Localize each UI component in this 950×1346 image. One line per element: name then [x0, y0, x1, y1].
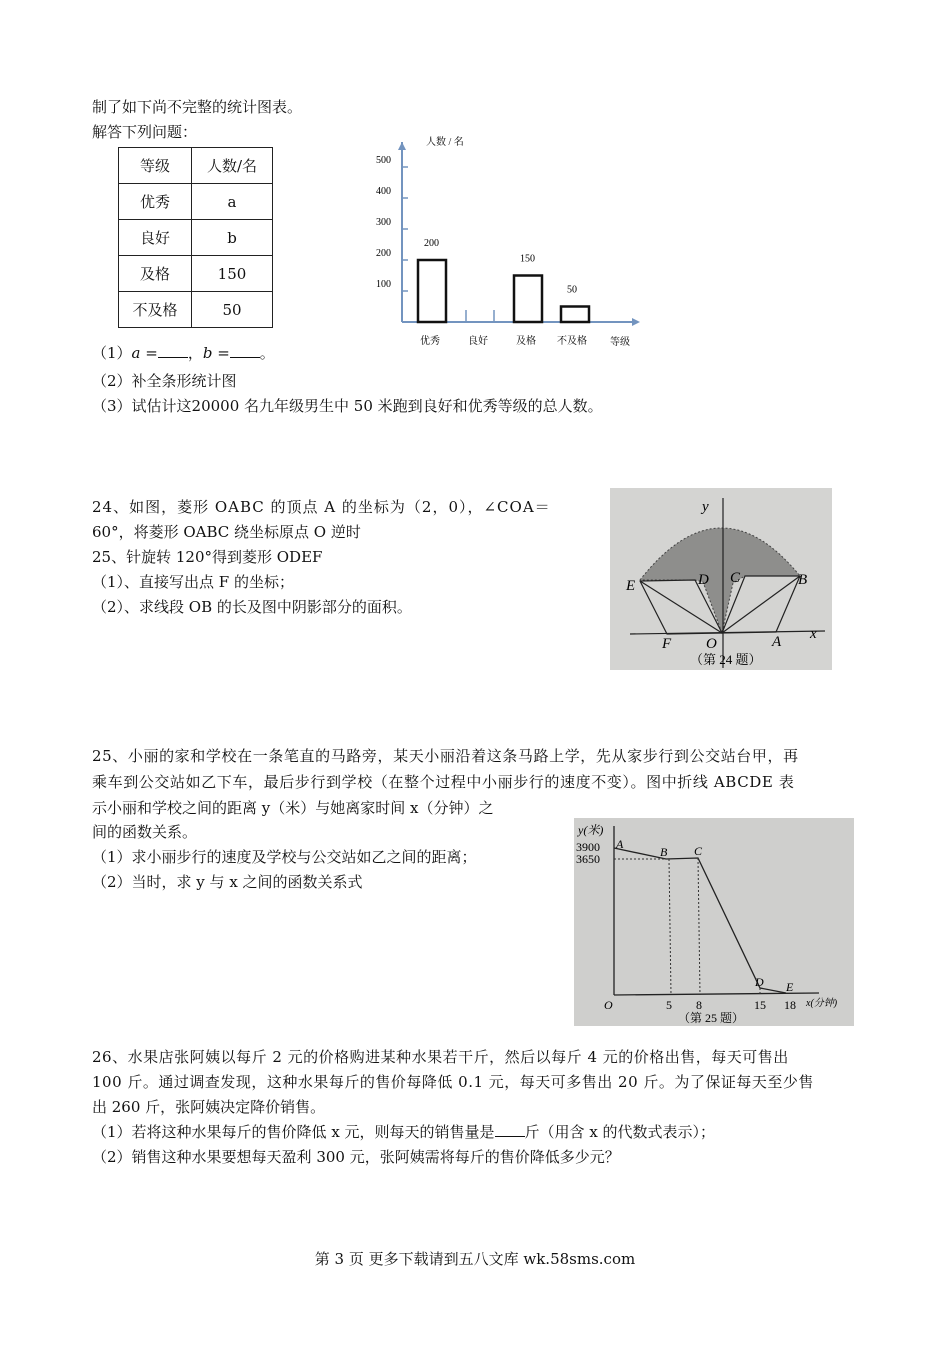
table-cell: 不及格 — [119, 292, 192, 328]
y-tick: 3900 — [576, 840, 600, 854]
q23-part1 — [92, 343, 275, 363]
table-row — [119, 292, 273, 328]
q23-part3: （3）试估计这20000 名九年级男生中 50 米跑到良好和优秀等级的总人数。 — [92, 397, 603, 415]
label: b = — [202, 344, 230, 362]
rhombus-figure — [610, 488, 832, 670]
x-axis-label: 等级 — [610, 337, 630, 348]
point-label: E — [786, 980, 794, 994]
point-label: O — [706, 636, 717, 652]
x-tick-label: 优秀 — [420, 336, 440, 347]
q24-line: （1）、直接写出点 F 的坐标； — [92, 573, 294, 591]
answer-blank — [158, 343, 188, 358]
label: ， — [187, 344, 203, 362]
point-label: B — [660, 845, 668, 859]
label: 。 — [259, 344, 275, 362]
q26-line: 26、水果店张阿姨以每斤 2 元的价格购进某种水果若干斤，然后以每斤 4 元的价格出售，每天可售出 — [92, 1048, 789, 1066]
table-header: 人数/名 — [192, 148, 273, 184]
q25-line: （2）当时，求 y 与 x 之间的函数关系式 — [92, 873, 363, 891]
data-label: 50 — [567, 284, 577, 296]
table-row — [119, 256, 273, 292]
point-label: A — [772, 634, 782, 650]
intro-line: 制了如下尚不完整的统计图表。 — [92, 98, 303, 116]
x-tick-label: 不及格 — [557, 336, 587, 347]
axis-label: x — [810, 626, 817, 642]
y-tick-label: 100 — [376, 279, 391, 290]
axis-label: y — [702, 499, 709, 515]
table-cell: 优秀 — [119, 184, 192, 220]
y-tick-label: 500 — [376, 155, 391, 166]
point-label: B — [798, 572, 808, 588]
label: 斤（用含 x 的代数式表示）； — [524, 1123, 716, 1141]
q23-part2: （2）补全条形统计图 — [92, 372, 237, 390]
point-label: C — [694, 844, 703, 858]
table-row — [119, 184, 273, 220]
q26-line: （2）销售这种水果要想每天盈利 300 元，张阿姨需将每斤的售价降低多少元？ — [92, 1148, 620, 1166]
table-cell: a — [192, 184, 273, 220]
table-cell: 及格 — [119, 256, 192, 292]
axis-label: x(分钟) — [806, 998, 838, 1009]
q25-line: 25、小丽的家和学校在一条笔直的马路旁，某天小丽沿着这条马路上学，先从家步行到公交站台甲，再 — [92, 747, 799, 765]
table-row — [119, 220, 273, 256]
point-label: D — [698, 572, 709, 588]
distance-time-graph — [574, 818, 854, 1026]
point-label: A — [616, 837, 624, 851]
x-tick: 5 — [666, 998, 672, 1012]
y-tick: 3650 — [576, 852, 600, 866]
label: （1） — [92, 344, 132, 362]
answer-blank — [230, 343, 260, 358]
x-axis-arrow — [632, 318, 640, 326]
point-label: D — [755, 975, 764, 989]
bar — [561, 307, 589, 323]
label: （1）若将这种水果每斤的售价降低 x 元，则每天的销售量是 — [92, 1123, 495, 1141]
table-header-row — [119, 148, 273, 184]
page-footer: 第 3 页 更多下载请到五八文库 wk.58sms.com — [314, 1250, 636, 1268]
y-tick-label: 400 — [376, 186, 391, 197]
point-label: E — [626, 578, 636, 594]
q25-line: 乘车到公交站如乙下车，最后步行到学校（在整个过程中小丽步行的速度不变）。图中折线 ABCDE 表 — [92, 773, 795, 791]
bar-chart — [370, 130, 650, 355]
x-tick-label: 及格 — [516, 336, 536, 347]
q25-line: 示小丽和学校之间的距离 y（米）与她离家时间 x（分钟）之 — [92, 799, 494, 817]
figure-caption: （第 24 题） — [690, 652, 762, 667]
y-tick-label: 300 — [376, 217, 391, 228]
table-cell: 150 — [192, 256, 273, 292]
label: a = — [131, 344, 158, 362]
x-tick: 15 — [754, 998, 766, 1012]
table-header: 等级 — [119, 148, 192, 184]
q26-line — [92, 1122, 715, 1142]
figure-caption: （第 25 题） — [678, 1011, 745, 1025]
axis-label: y(米) — [578, 823, 604, 837]
data-label: 200 — [424, 238, 439, 249]
q26-line: 出 260 斤，张阿姨决定降价销售。 — [92, 1098, 326, 1116]
intro-line: 解答下列问题： — [92, 123, 198, 141]
y-axis-arrow — [398, 142, 406, 150]
q24-line: （2）、求线段 OB 的长及图中阴影部分的面积。 — [92, 598, 412, 616]
table-cell: b — [192, 220, 273, 256]
q26-line: 100 斤。通过调查发现，这种水果每斤的售价每降低 0.1 元，每天可多售出 20 斤。为了保证每天至少售 — [92, 1073, 814, 1091]
bar — [514, 276, 542, 323]
y-axis-label: 人数 / 名 — [426, 137, 464, 148]
table-cell: 50 — [192, 292, 273, 328]
answer-blank — [495, 1122, 525, 1137]
table-cell: 良好 — [119, 220, 192, 256]
q25-line: （1）求小丽步行的速度及学校与公交站如乙之间的距离； — [92, 848, 477, 866]
origin-label: O — [604, 998, 613, 1012]
x-tick: 8 — [696, 998, 702, 1012]
point-label: F — [662, 636, 672, 652]
grade-table — [118, 147, 273, 328]
y-tick-label: 200 — [376, 248, 391, 259]
data-label: 150 — [520, 253, 535, 265]
q24-line: 60°，将菱形 OABC 绕坐标原点 O 逆时 — [92, 523, 361, 541]
x-tick: 18 — [784, 998, 796, 1012]
q24-line: 25、针旋转 120°得到菱形 ODEF — [92, 548, 323, 566]
point-label: C — [730, 570, 741, 586]
q24-line: 24、如图，菱形 OABC 的顶点 A 的坐标为（2，0），∠COA＝ — [92, 498, 551, 516]
bar — [418, 260, 446, 322]
x-tick-label: 良好 — [468, 336, 488, 347]
q25-line: 间的函数关系。 — [92, 823, 198, 841]
